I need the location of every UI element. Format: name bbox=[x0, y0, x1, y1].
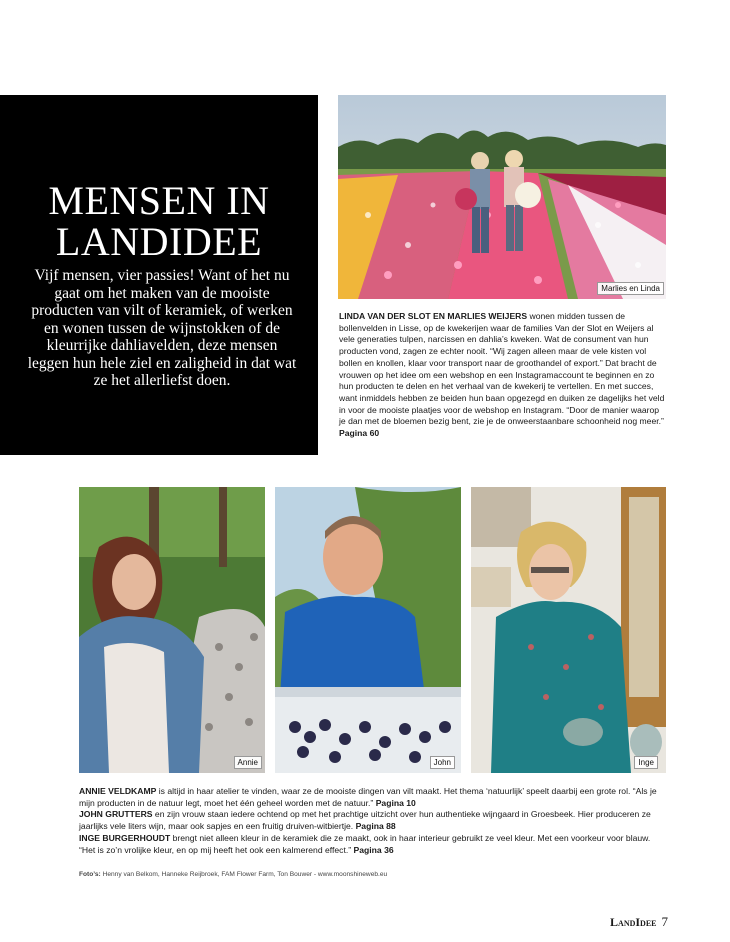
john-body: en zijn vrouw staan iedere ochtend op met het prachtige uitzicht over hun authentieke wijngaard in Groesbeek. Hier produceren ze jaarlijks vele liters wijn, maar ook sapjes en een fruitig druiven-witbiertje. bbox=[79, 809, 651, 832]
flower-field-photo bbox=[338, 95, 666, 299]
page-footer bbox=[610, 914, 668, 930]
annie-page-ref: Pagina 10 bbox=[375, 797, 416, 808]
photo-caption-marlies-linda: Marlies en Linda bbox=[597, 282, 664, 295]
credits-label: Foto’s: bbox=[79, 871, 101, 878]
inge-paragraph bbox=[79, 833, 665, 856]
annie-paragraph bbox=[79, 786, 665, 809]
intro-text: Vijf mensen, vier passies! Want of het nu gaat om het maken van de mooiste producten van vilt of keramiek, of werken en wonen tussen de wijnstokken of de kleurrijke dahliavelden, deze mensen leggen hun hele ziel en zaligheid in dat wat ze het allerliefst doen. bbox=[27, 267, 297, 389]
page-number: 7 bbox=[661, 914, 668, 929]
inge-body: brengt niet alleen kleur in de keramiek die ze maakt, ook in haar interieur gebruikt ze veel kleur. Met een voorkeur voor blauw. “Het is zo’n vrolijke kleur, en op mij heeft het ook een kalmerend effect.” bbox=[79, 832, 651, 855]
photo-caption-john: John bbox=[430, 756, 455, 769]
credits-text: Henny van Belkom, Hanneke Reijbroek, FAM Flower Farm, Ton Bouwer - www.moonshineweb.eu bbox=[100, 871, 388, 878]
linda-marlies-body: wonen midden tussen de bollenvelden in Lisse, op de kwekerijen waar de families Van der Slot en Weijers al vele generaties tulpen, narcissen en dahlia’s kweken. Wat de consument van hun producten vond, zagen ze echter nooit. “Wij zagen alleen maar de vele kisten vol bollen en knollen, klaar voor transport naar de groothandel of export.” Dat bracht de vrouwen op het idee om een webshop en een Instagramaccount te beginnen en zo hun producten te delen en het verhaal van de kwekerij te vertellen. En met succes, want inmiddels hebben ze beiden hun baan opgezegd en duiken ze dagelijks het veld in voor de mooiste plaatjes voor de webshop en Instagram. “Door de manier waarop je dan met de bloemen bezig bent, zie je de onweerstaanbare schoonheid nog meer.” bbox=[339, 311, 665, 427]
john-photo bbox=[275, 487, 461, 773]
annie-photo bbox=[79, 487, 265, 773]
inge-photo bbox=[471, 487, 666, 773]
photo-caption-annie: Annie bbox=[234, 756, 262, 769]
john-page-ref: Pagina 88 bbox=[355, 821, 396, 832]
john-paragraph bbox=[79, 809, 665, 832]
title-panel bbox=[0, 95, 318, 455]
magazine-name: LandIdee bbox=[610, 915, 657, 929]
annie-body: is altijd in haar atelier te vinden, waar ze de mooiste dingen van vilt maakt. Het thema ‘natuurlijk’ speelt daarbij een grote rol. “Als je mijn producten in de natuur legt, moet het één geheel worden met de natuur.” bbox=[79, 786, 657, 808]
photo-caption-inge: Inge bbox=[634, 756, 658, 769]
annie-name: ANNIE VELDKAMP bbox=[79, 786, 157, 796]
photo-credits bbox=[79, 871, 639, 878]
john-name: JOHN GRUTTERS bbox=[79, 809, 153, 820]
profiles-text bbox=[79, 786, 665, 856]
linda-marlies-page-ref: Pagina 60 bbox=[339, 428, 380, 439]
linda-marlies-text bbox=[339, 311, 667, 440]
inge-name: INGE BURGERHOUDT bbox=[79, 832, 171, 843]
linda-marlies-name: LINDA VAN DER SLOT EN MARLIES WEIJERS bbox=[339, 311, 528, 321]
page-title: MENSEN IN LANDIDEE bbox=[48, 178, 270, 264]
inge-page-ref: Pagina 36 bbox=[353, 844, 394, 855]
